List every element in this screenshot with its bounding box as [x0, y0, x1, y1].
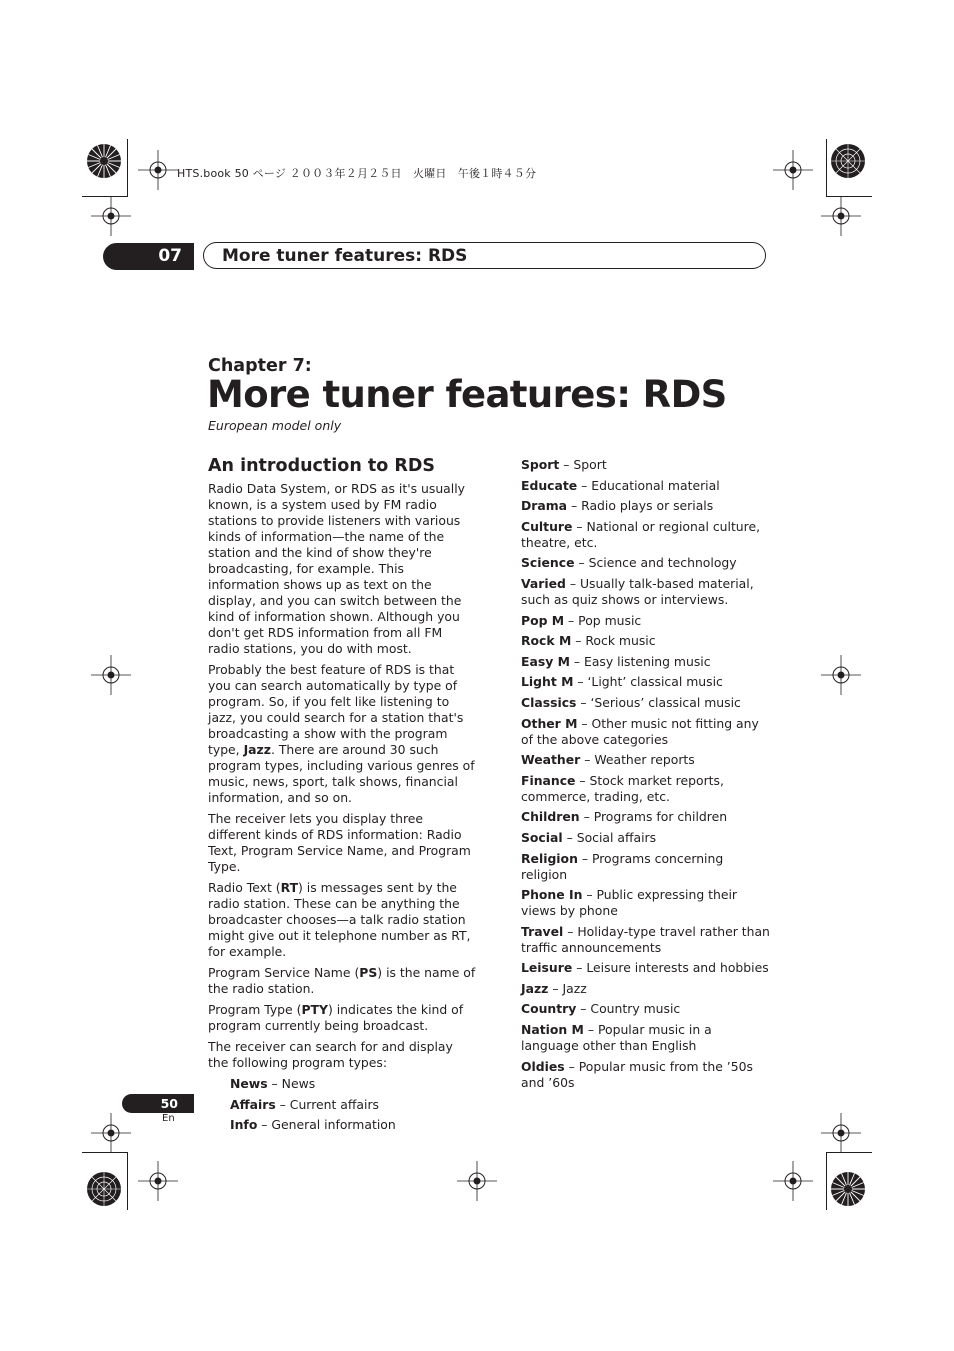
program-type-item: [521, 773, 771, 805]
starburst-icon: [86, 1171, 122, 1207]
program-type-name: Pop M: [521, 612, 565, 628]
paragraph-text: ) is the name of the radio station.: [208, 965, 476, 996]
program-type-desc: – Science and technology: [574, 555, 737, 571]
registration-mark-icon: [91, 1113, 131, 1153]
program-type-item: [521, 674, 771, 690]
page-language: En: [162, 1113, 175, 1124]
chapter-tab-title: More tuner features: RDS: [222, 246, 468, 266]
paragraph-text: Probably the best feature of RDS is that you can search automatically by type of program. So, if you felt like listening to jazz, you could search for a station that's broadcasting a show with the program type,: [208, 662, 464, 757]
starburst-icon: [830, 143, 866, 179]
program-type-name: Classics: [521, 694, 577, 710]
program-type-item: [521, 498, 771, 514]
program-type-desc: – News: [267, 1076, 316, 1091]
program-type-item: [521, 695, 771, 711]
chapter-tab-number: 07: [103, 243, 194, 270]
crop-mark: [127, 1152, 128, 1210]
program-type-desc: – Country music: [576, 1001, 681, 1017]
paragraph-bold: RT: [280, 880, 299, 895]
program-type-desc: – Educational material: [577, 477, 720, 493]
program-type-item: [521, 613, 771, 629]
registration-mark-icon: [773, 1161, 813, 1201]
program-type-desc: – Sport: [559, 457, 607, 472]
program-type-desc: – Popular music from the ’50s and ’60s: [521, 1058, 753, 1090]
program-type-name: Religion: [521, 850, 578, 866]
program-type-item: [521, 576, 771, 608]
paragraph-bold: PTY: [301, 1002, 328, 1017]
program-type-item: [521, 1022, 771, 1054]
left-column: [208, 456, 476, 1138]
program-type-desc: – ‘Serious’ classical music: [576, 694, 741, 710]
starburst-icon: [86, 143, 122, 179]
program-type-item: [521, 830, 771, 846]
program-type-item: [230, 1076, 476, 1092]
program-type-item: [230, 1097, 476, 1113]
program-type-item: [521, 809, 771, 825]
program-type-desc: – Programs concerning religion: [521, 850, 724, 882]
page-number: 50: [122, 1094, 194, 1113]
program-type-list-right: [521, 457, 771, 1095]
program-type-name: Easy M: [521, 653, 570, 669]
registration-mark-icon: [457, 1161, 497, 1201]
program-type-desc: – Social affairs: [562, 829, 657, 845]
program-type-desc: – Popular music in a language other than English: [521, 1022, 712, 1054]
program-type-item: [521, 555, 771, 571]
program-type-name: News: [230, 1076, 268, 1091]
section-heading: An introduction to RDS: [208, 456, 435, 476]
registration-mark-icon: [821, 655, 861, 695]
program-type-name: Nation M: [521, 1022, 584, 1038]
paragraph-text: Radio Text (: [208, 880, 281, 895]
program-type-desc: – National or regional culture, theatre, etc.: [521, 518, 761, 550]
paragraph: The receiver lets you display three different kinds of RDS information: Radio Text, Program Service Name, and Program Type.: [208, 811, 471, 874]
program-type-desc: – Public expressing their views by phone: [521, 887, 738, 919]
program-type-name: Science: [521, 555, 575, 571]
registration-mark-icon: [138, 1161, 178, 1201]
registration-mark-icon: [91, 655, 131, 695]
program-type-item: [521, 519, 771, 551]
paragraph: Radio Data System, or RDS as it's usually known, is a system used by FM radio stations to provide listeners with various kinds of information—the name of the station and the kind of show they're broadcasting, for example. This information shows up as text on the display, and you can switch between the kind of information shown. Although you don't get RDS information from all FM radio stations, you do with most.: [208, 481, 465, 656]
program-type-name: Leisure: [521, 960, 573, 976]
program-type-desc: – Stock market reports, commerce, trading, etc.: [521, 772, 724, 804]
program-type-item: [521, 924, 771, 956]
program-type-item: [521, 478, 771, 494]
program-type-desc: – Programs for children: [579, 809, 728, 825]
program-type-item: [521, 887, 771, 919]
program-type-item: [521, 654, 771, 670]
program-type-name: Children: [521, 809, 580, 825]
program-type-desc: – Other music not fitting any of the above categories: [521, 715, 759, 747]
program-type-desc: – Leisure interests and hobbies: [572, 960, 769, 976]
paragraph-text: Program Service Name (: [208, 965, 360, 980]
registration-mark-icon: [91, 196, 131, 236]
program-type-desc: – Usually talk-based material, such as quiz shows or interviews.: [521, 575, 754, 607]
program-type-item: [521, 1059, 771, 1091]
program-type-desc: – ‘Light’ classical music: [573, 674, 723, 690]
program-type-item: [521, 457, 771, 473]
program-type-name: Jazz: [521, 980, 549, 996]
program-type-item: [521, 981, 771, 997]
crop-mark: [826, 1152, 827, 1210]
print-header: HTS.book 50 ページ ２００３年２月２５日 火曜日 午後１時４５分: [177, 167, 537, 180]
program-type-item: [521, 851, 771, 883]
program-type-name: Sport: [521, 457, 560, 472]
program-type-name: Rock M: [521, 633, 572, 649]
program-type-list-left: [230, 1076, 476, 1133]
chapter-note: European model only: [208, 418, 342, 433]
program-type-item: [521, 960, 771, 976]
program-type-desc: – Easy listening music: [569, 653, 711, 669]
program-type-item: [521, 752, 771, 768]
registration-mark-icon: [773, 150, 813, 190]
program-type-desc: – Radio plays or serials: [567, 498, 714, 514]
crop-mark: [127, 139, 128, 197]
paragraph-text: Program Type (: [208, 1002, 302, 1017]
program-type-name: Affairs: [230, 1096, 276, 1112]
program-type-name: Drama: [521, 498, 568, 514]
program-type-name: Social: [521, 829, 563, 845]
program-type-name: Varied: [521, 575, 566, 591]
chapter-title: More tuner features: RDS: [207, 373, 727, 416]
program-type-desc: – Pop music: [564, 612, 642, 628]
program-type-name: Country: [521, 1001, 577, 1017]
paragraph-text: ) indicates the kind of program currently being broadcast.: [208, 1002, 464, 1033]
paragraph-text: ) is messages sent by the radio station. These can be anything the broadcaster chooses—a talk radio station might give out it telephone number as RT, for example.: [208, 880, 471, 959]
paragraph: [208, 1002, 476, 1034]
chapter-label: Chapter 7:: [208, 356, 312, 376]
program-type-name: Other M: [521, 715, 578, 731]
program-type-item: [230, 1117, 476, 1133]
program-type-desc: – Current affairs: [275, 1096, 379, 1112]
registration-mark-icon: [138, 150, 178, 190]
program-type-name: Oldies: [521, 1058, 565, 1074]
program-type-desc: – Holiday-type travel rather than traffic announcements: [521, 923, 770, 955]
program-type-name: Weather: [521, 752, 581, 768]
program-type-desc: – Jazz: [548, 980, 587, 996]
registration-mark-icon: [821, 196, 861, 236]
paragraph: The receiver can search for and display the following program types:: [208, 1039, 453, 1070]
paragraph-bold: PS: [359, 965, 378, 980]
paragraph-bold: Jazz: [243, 742, 271, 757]
paragraph-text: . There are around 30 such program types, including various genres of music, news, sport, talk shows, financial information, and so on.: [208, 742, 475, 805]
program-type-item: [521, 633, 771, 649]
paragraph: [208, 965, 476, 997]
program-type-name: Travel: [521, 923, 564, 939]
program-type-item: [521, 716, 771, 748]
program-type-name: Educate: [521, 477, 578, 493]
crop-mark: [826, 139, 827, 197]
starburst-icon: [830, 1171, 866, 1207]
program-type-name: Finance: [521, 772, 576, 788]
registration-mark-icon: [821, 1113, 861, 1153]
program-type-item: [521, 1001, 771, 1017]
program-type-desc: – Rock music: [571, 633, 656, 649]
paragraph: [208, 880, 476, 960]
paragraph: [208, 662, 476, 806]
program-type-desc: – General information: [257, 1117, 396, 1133]
program-type-name: Culture: [521, 518, 573, 534]
program-type-name: Info: [230, 1117, 258, 1133]
program-type-name: Phone In: [521, 887, 583, 903]
program-type-name: Light M: [521, 674, 574, 690]
program-type-desc: – Weather reports: [580, 752, 695, 768]
